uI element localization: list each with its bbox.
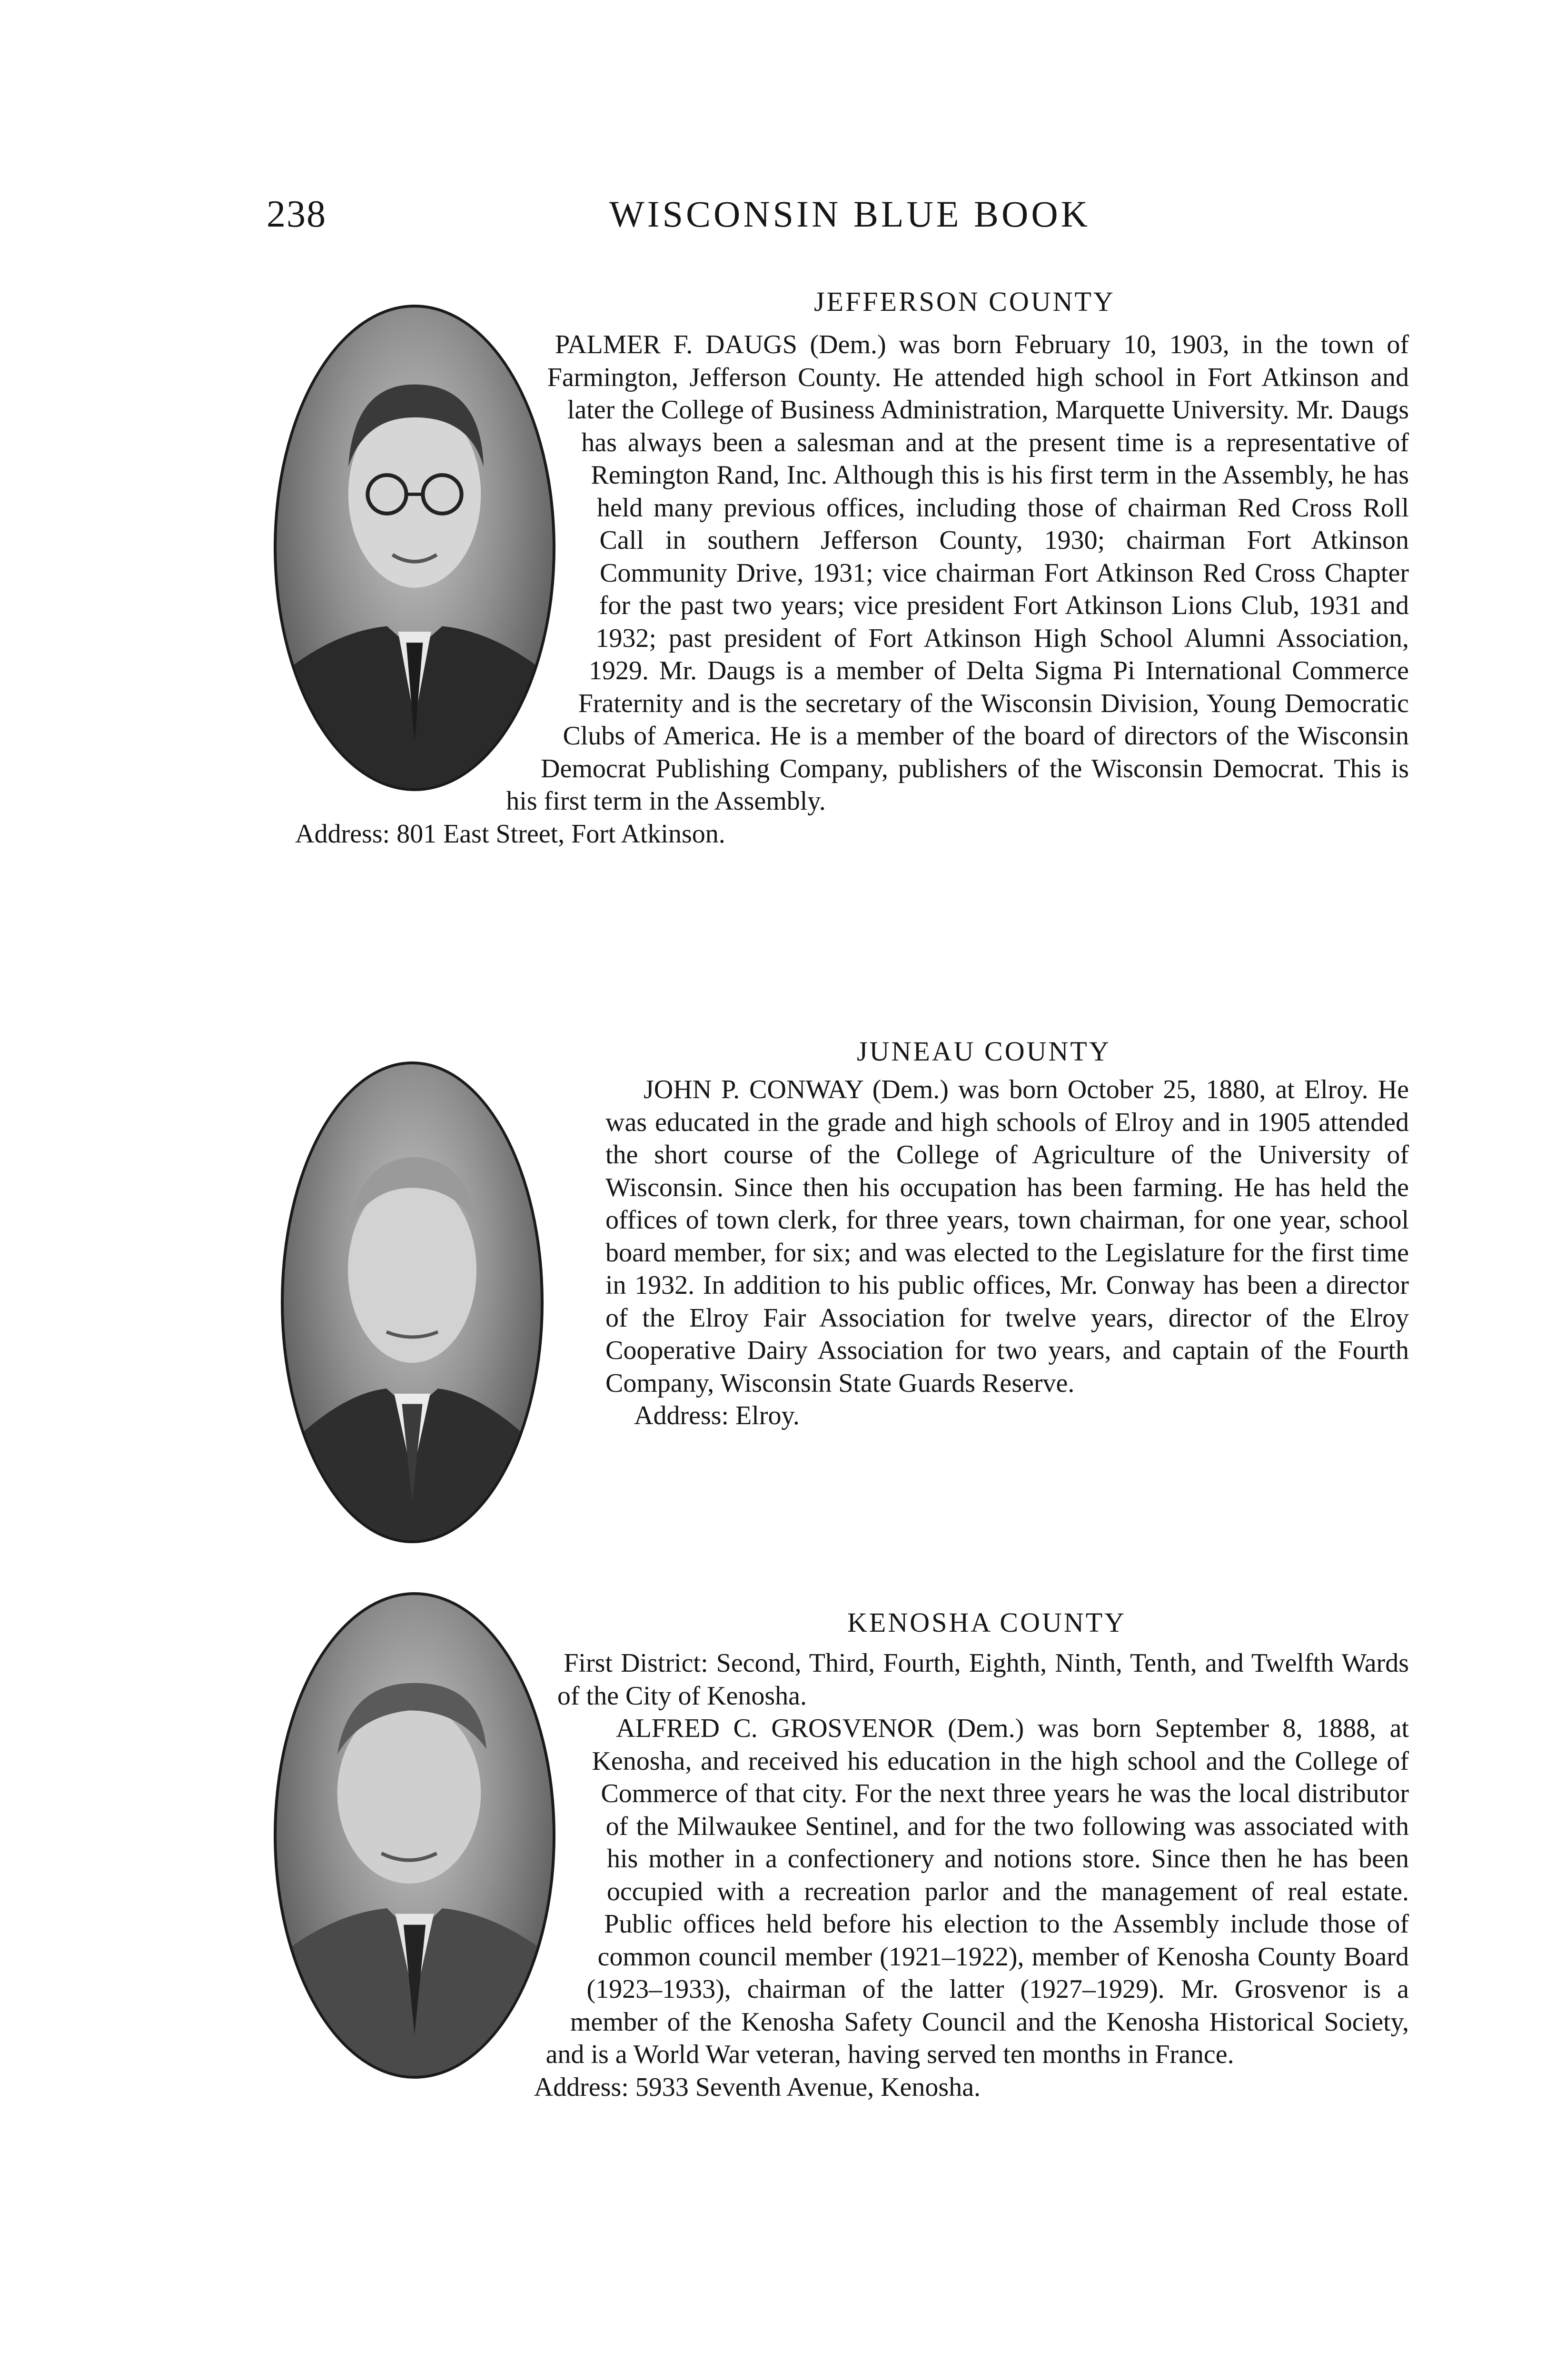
bio-palmer-daugs — [267, 328, 1409, 850]
bio-text: PALMER F. DAUGS (Dem.) was born February 10, 1903, in the town of Farmington, Jefferson County. He attended high school in Fort Atkinson and later the College of Business Administration, Marquette University. Mr. Daugs has always been a salesman and at the present time is a representative of Remington Rand, Inc. Although this is his first term in the Assembly, he has held many previous offices, including those of chairman Red Cross Roll Call in southern Jefferson County, 1930; chairman Fort Atkinson Community Drive, 1931; vice chairman Fort Atkinson Red Cross Chapter for the past two years; vice president Fort Atkinson Lions Club, 1931 and 1932; past president of Fort Atkinson High School Alumni Association, 1929. Mr. Daugs is a member of Delta Sigma Pi International Commerce Fraternity and is the secretary of the Wisconsin Division, Young Democratic Clubs of America. He is a member of the board of directors of the Wisconsin Democrat Publishing Company, publishers of the Wisconsin Democrat. This is his first term in the Assembly. — [506, 330, 1409, 816]
portrait-wrap-space — [267, 328, 600, 809]
county-heading-juneau: JUNEAU COUNTY — [857, 1036, 1111, 1067]
bio-john-conway — [605, 1073, 1409, 1432]
portrait-wrap-space — [267, 1647, 607, 2090]
district-line: First District: Second, Third, Fourth, Eighth, Ninth, Tenth, and Twelfth Wards of the City of Kenosha. — [557, 1648, 1409, 1711]
address-line: Address: 5933 Seventh Avenue, Kenosha. — [534, 2072, 981, 2102]
county-heading-jefferson: JEFFERSON COUNTY — [814, 286, 1115, 317]
running-title: WISCONSIN BLUE BOOK — [609, 193, 1090, 235]
bio-alfred-grosvenor — [267, 1647, 1409, 2103]
bio-text: JOHN P. CONWAY (Dem.) was born October 25, 1880, at Elroy. He was educated in the grade and high schools of Elroy and in 1905 attended the short course of the College of Agriculture of the University of Wisconsin. Since then his occupation has been farming. He has held the offices of town clerk, for three years, town chairman, for one year, school board member, for six; and was elected to the Legislature for the first time in 1932. In addition to his public offices, Mr. Conway has been a director of the Elroy Fair Association for twelve years, director of the Elroy Cooperative Dairy Association for two years, and captain of the Fourth Company, Wisconsin State Guards Reserve. — [605, 1075, 1409, 1398]
address-line: Address: 801 East Street, Fort Atkinson. — [295, 819, 725, 849]
portrait-john-conway — [281, 1061, 544, 1543]
county-heading-kenosha: KENOSHA COUNTY — [847, 1607, 1127, 1638]
bio-text: ALFRED C. GROSVENOR (Dem.) was born September 8, 1888, at Kenosha, and received his education in the high school and the College of Commerce of that city. For the next three years he was the local distributor of the Milwaukee Sentinel, and for the two following was associated with his mother in a confectionery and notions store. Since then he has been occupied with a recreation parlor and the management of real estate. Public offices held before his election to the Assembly include those of common council member (1921–1922), member of Kenosha County Board (1923–1933), chairman of the latter (1927–1929). Mr. Grosvenor is a member of the Kenosha Safety Council and the Kenosha Historical Society, and is a World War veteran, having served ten months in France. — [545, 1714, 1409, 2069]
page-number: 238 — [267, 193, 327, 235]
address-line: Address: Elroy. — [634, 1401, 800, 1430]
running-header — [267, 193, 1437, 250]
